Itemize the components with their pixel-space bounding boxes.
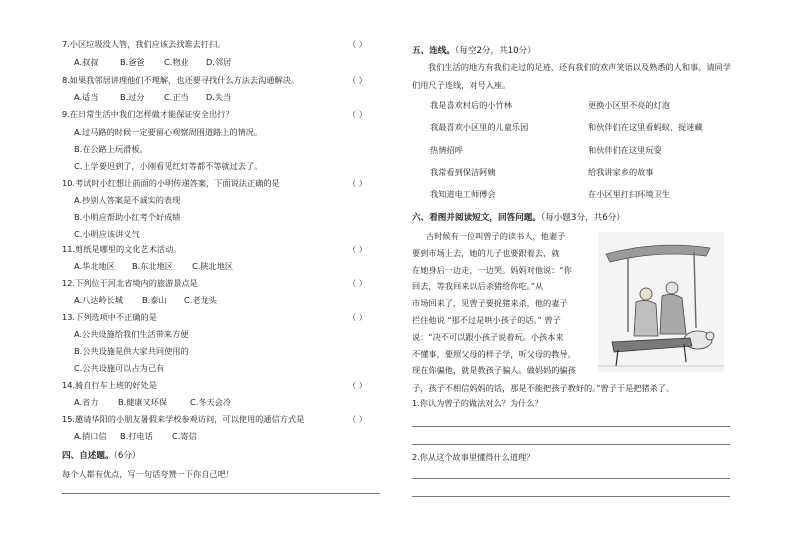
option: A.抄别人答案是不诚实的表现 — [74, 195, 181, 205]
question-14: 14.骑自行车上班的好处是 — [62, 380, 157, 390]
option: A.省力 — [74, 397, 99, 407]
question-6-1: 1.你认为曾子的做法对么？为什么？ — [412, 398, 543, 408]
option: D.失当 — [206, 92, 232, 102]
match-right-item[interactable]: 和伙伴们在这里玩耍 — [588, 145, 662, 155]
answer-blank-7[interactable]: （ ） — [348, 39, 367, 49]
question-6-2: 2.你从这个故事里懂得什么道理？ — [412, 452, 535, 462]
option: B.爸爸 — [120, 57, 145, 67]
match-left-item[interactable]: 热情招呼 — [430, 145, 463, 155]
answer-blank-12[interactable]: （ ） — [348, 278, 367, 288]
section-5-heading — [412, 44, 536, 56]
story-illustration — [598, 232, 724, 372]
answer-line[interactable] — [412, 426, 730, 427]
option: B.过分 — [120, 92, 145, 102]
section-title: 六、看图并阅读短文，回答问题。 — [412, 213, 541, 223]
story-line: 拦住他说 “那不过是哄小孩子的话。” 曾子 — [412, 314, 561, 325]
option: C.正当 — [164, 92, 189, 102]
option: A.过马路的时候一定要留心观察周围道路上的情况。 — [74, 127, 263, 137]
answer-blank-15[interactable]: （ ） — [348, 414, 367, 424]
story-line: 市场回来了，见曾子要捉猪来杀，他的妻子 — [412, 298, 568, 309]
section-title: 五、连线。 — [412, 46, 455, 56]
option: C.寄信 — [172, 431, 197, 441]
option: A.叔叔 — [74, 57, 99, 67]
match-left-item[interactable]: 我常看到保洁阿姨 — [430, 167, 496, 177]
section-4-prompt: 每个人都有优点，写一句话夸赞一下你自己吧！ — [62, 469, 234, 479]
option: B.东北地区 — [132, 261, 173, 271]
option: A.八达岭长城 — [74, 295, 123, 305]
story-tail: 子，孩子不相信妈妈的话，那是不能把孩子教好的。”曾子于是把猪杀了。 — [412, 383, 675, 393]
question-13: 13.下列选项中不正确的是 — [62, 312, 157, 322]
option: D.邻居 — [206, 57, 232, 67]
question-10: 10.考试时小红想让前面的小明传递答案，下面说法正确的是 — [62, 178, 280, 188]
section-4-heading — [62, 449, 141, 461]
option: B.在公路上玩滑板。 — [74, 144, 148, 154]
story-line: 古时候有一位叫曾子的读书人，他妻子 — [426, 231, 566, 241]
option: C.物业 — [164, 57, 189, 67]
option: C.公共设施可以占为己有 — [74, 363, 165, 373]
option: B.公共设施是供大家共同使用的 — [74, 346, 189, 356]
match-left-item[interactable]: 我最喜欢小区里的儿童乐园 — [430, 122, 529, 132]
answer-blank-11[interactable]: （ ） — [348, 244, 367, 254]
question-12: 12.下列位于河北省境内的旅游景点是 — [62, 278, 198, 288]
answer-line[interactable] — [412, 444, 730, 445]
question-11: 11.剪纸是哪里的文化艺术活动。 — [62, 244, 182, 254]
question-8: 8.如果我邻居讲理他们不理解，也还要寻找什么方法去沟通解决。 — [62, 75, 300, 85]
story-text — [412, 228, 594, 379]
match-right-item[interactable]: 和伙伴们在这里看蚂蚁、捉迷藏 — [588, 122, 703, 132]
option: C.冬天会冷 — [190, 397, 232, 407]
question-9: 9.在日常生活中我们怎样做才能保证安全出行？ — [62, 109, 234, 119]
answer-line[interactable] — [62, 493, 380, 494]
story-line: 不懂事，要照父母的样子学，听父母的教导。 — [412, 348, 576, 359]
section-5-intro: 我们生活的地方有我们走过的足迹，还有我们的欢声笑语以及熟悉的人和事。请同学们用尺子连线，对号入座。 — [412, 62, 731, 90]
option: C.老龙头 — [184, 295, 217, 305]
section-title: 四、自述题。 — [62, 451, 114, 461]
story-line: 回去，等我回来以后杀猪给你吃。”从 — [412, 281, 544, 292]
answer-line[interactable] — [412, 496, 730, 497]
option: C.陕北地区 — [192, 261, 234, 271]
match-right-item[interactable]: 在小区里打扫环境卫生 — [588, 189, 670, 199]
story-line: 在她身后一边走，一边哭。妈妈对他说：“你 — [412, 264, 572, 275]
option: B.健康又环保 — [118, 397, 168, 407]
story-line: 要到市场上去，她的儿子也要跟着去，就 — [412, 247, 560, 258]
question-7: 7.小区垃圾没人管，我们应该去找谁去打扫。 — [62, 39, 226, 49]
answer-blank-9[interactable]: （ ） — [348, 109, 367, 119]
section-points: （每小题3分，共6分） — [540, 213, 625, 223]
answer-blank-8[interactable]: （ ） — [348, 75, 367, 85]
option: B.打电话 — [120, 431, 153, 441]
option: B.泰山 — [142, 295, 167, 305]
answer-blank-10[interactable]: （ ） — [348, 178, 367, 188]
section-points: （每空2分，共10分） — [454, 46, 536, 56]
answer-blank-14[interactable]: （ ） — [348, 380, 367, 390]
option: C.上学要迟到了，小刚看见红灯等都不等就过去了。 — [74, 161, 263, 171]
story-line: 现在你骗他，就是教孩子骗人。做妈妈的骗孩 — [412, 365, 576, 376]
option: A.华北地区 — [74, 261, 115, 271]
answer-blank-13[interactable]: （ ） — [348, 312, 367, 322]
question-15: 15.邀请华阳的小朋友暑假来学校参观访问，可以使用的通信方式是 — [62, 414, 305, 424]
match-left-item[interactable]: 我知道电工师傅会 — [430, 189, 496, 199]
match-left-item[interactable]: 我是喜欢村后的小竹林 — [430, 100, 512, 110]
option: B.小明应帮助小红考个好成绩 — [74, 212, 181, 222]
answer-line[interactable] — [412, 478, 730, 479]
option: A.公共设施给我们生活带来方便 — [74, 329, 189, 339]
option: A.捎口信 — [74, 431, 107, 441]
match-right-item[interactable]: 更换小区里不亮的灯泡 — [588, 100, 670, 110]
option: A.适当 — [74, 92, 99, 102]
section-points: （6分） — [113, 451, 141, 461]
story-line: 说：“决不可以跟小孩子说着玩。小孩本来 — [412, 331, 564, 342]
option: C.小明应该讲义气 — [74, 229, 140, 239]
section-6-heading — [412, 211, 625, 223]
match-right-item[interactable]: 给我讲家乡的故事 — [588, 167, 654, 177]
